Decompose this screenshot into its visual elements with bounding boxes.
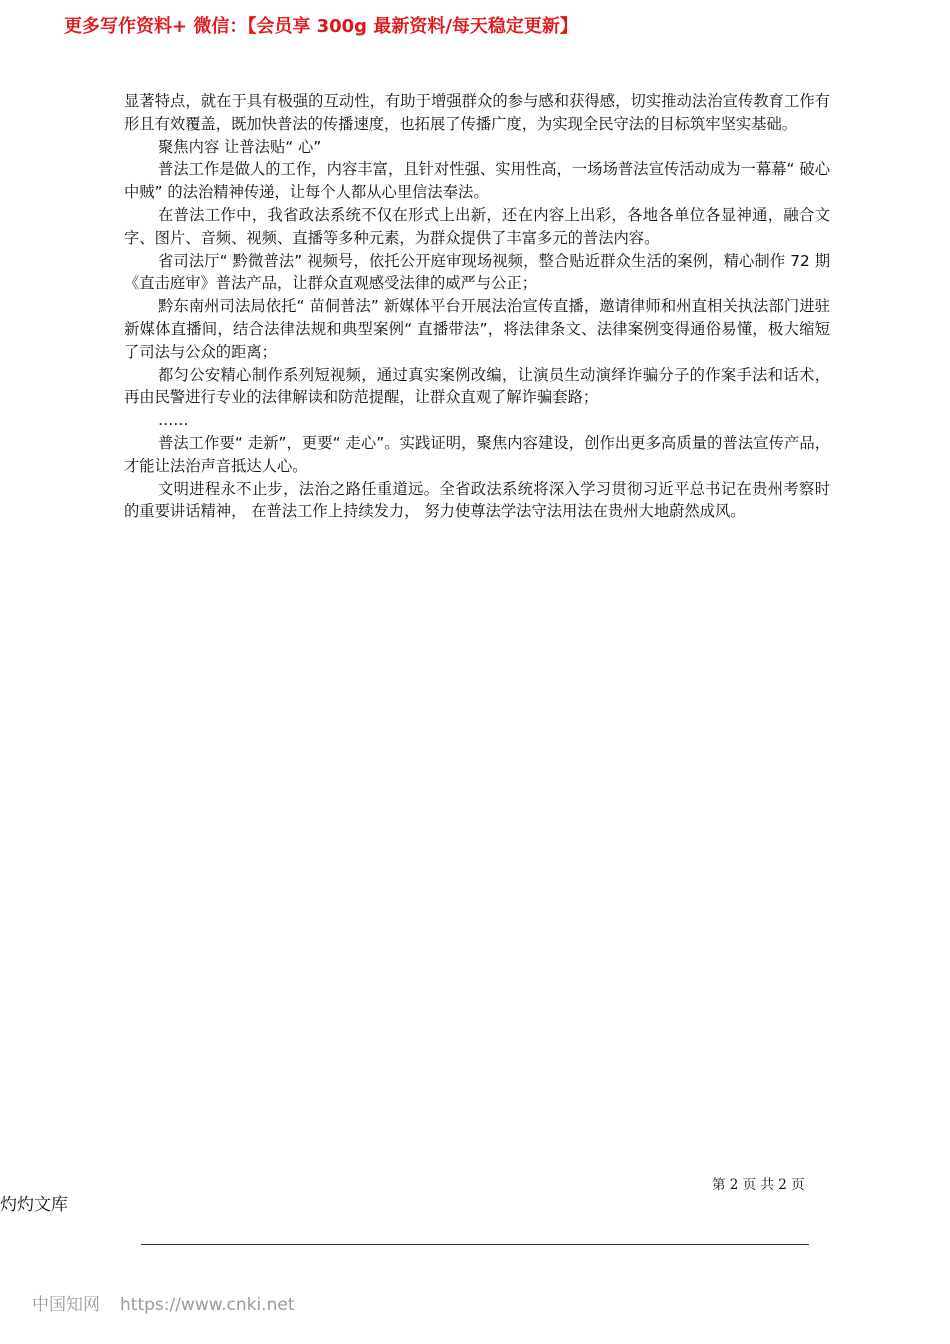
paragraph-9: 普法工作要“ 走新”，更要“ 走心”。实践证明，聚焦内容建设，创作出更多高质量的普法宣传产品，才能让法治声音抵达人心。 bbox=[124, 433, 830, 475]
paragraph-6: 黔东南州司法局依托“ 苗侗普法” 新媒体平台开展法治宣传直播，邀请律师和州直相关执法部门进驻新媒体直播间，结合法律法规和典型案例“ 直播带法”，将法律条文、法律案例变得通俗易懂，极大缩短了司法与公众的距离； bbox=[124, 297, 830, 361]
paragraph-3: 普法工作是做人的工作，内容丰富，且针对性强、实用性高，一场场普法宣传活动成为一幕幕“ 破心中贼” 的法治精神传递，让每个人都从心里信法奉法。 bbox=[124, 160, 830, 202]
watermark bbox=[32, 1292, 294, 1318]
footer-divider bbox=[141, 1244, 809, 1245]
watermark-url: https://www.cnki.net bbox=[120, 1295, 295, 1315]
library-name: 灼灼文库 bbox=[0, 1195, 68, 1215]
paragraph-10: 文明进程永不止步，法治之路任重道远。全省政法系统将深入学习贯彻习近平总书记在贵州考察时的重要讲话精神， 在普法工作上持续发力， 努力使尊法学法守法用法在贵州大地蔚然成风。 bbox=[124, 479, 830, 521]
page-number: 第 2 页 共 2 页 bbox=[712, 1177, 805, 1193]
article-body bbox=[124, 90, 830, 523]
paragraph-7: 都匀公安精心制作系列短视频，通过真实案例改编，让演员生动演绎诈骗分子的作案手法和话术，再由民警进行专业的法律解读和防范提醒，让群众直观了解诈骗套路； bbox=[124, 365, 830, 407]
promo-banner: 更多写作资料+ 微信：【会员享 300g 最新资料/每天稳定更新】 bbox=[64, 16, 578, 37]
paragraph-1: 显著特点，就在于具有极强的互动性，有助于增强群众的参与感和获得感，切实推动法治宣传教育工作有形且有效覆盖，既加快普法的传播速度，也拓展了传播广度，为实现全民守法的目标筑牢坚实基础。 bbox=[124, 92, 830, 133]
section-heading: 聚焦内容 让普法贴“ 心” bbox=[158, 137, 322, 156]
paragraph-4: 在普法工作中，我省政法系统不仅在形式上出新，还在内容上出彩，各地各单位各显神通，融合文字、图片、音频、视频、直播等多种元素，为群众提供了丰富多元的普法内容。 bbox=[124, 205, 830, 247]
watermark-name: 中国知网 bbox=[32, 1295, 100, 1315]
paragraph-5: 省司法厅“ 黔微普法” 视频号，依托公开庭审现场视频，整合贴近群众生活的案例，精心制作 72 期《直击庭审》普法产品，让群众直观感受法律的威严与公正； bbox=[124, 251, 830, 293]
ellipsis-line: …… bbox=[158, 411, 189, 430]
